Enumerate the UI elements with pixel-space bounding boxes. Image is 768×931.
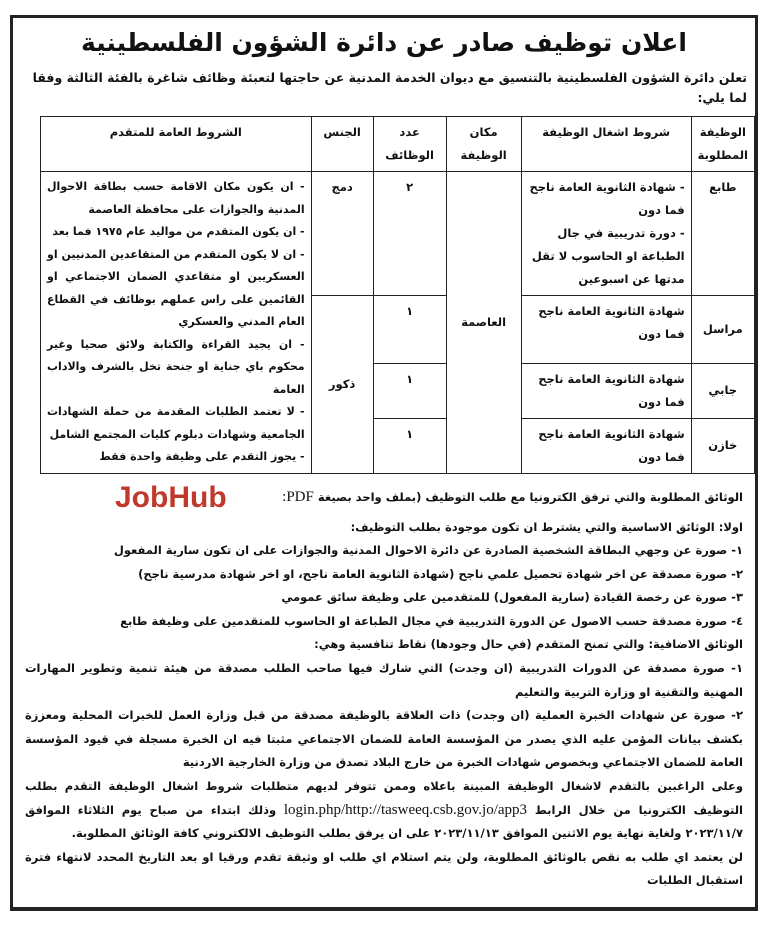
header-conditions: شروط اشغال الوظيفة — [521, 117, 691, 172]
condition: - شهادة الثانوية العامة ناجح فما دون — [529, 180, 685, 217]
apply-link[interactable]: login.php/http://tasweeq.csb.gov.jo/app3 — [283, 801, 528, 818]
document-frame — [10, 15, 758, 911]
basic-doc: ١- صورة عن وجهي البطاقة الشخصية الصادرة عن دائرة الاحوال المدنية والجوازات على ان تكون سارية المفعول — [113, 543, 743, 558]
page-title: اعلان توظيف صادر عن دائرة الشؤون الفلسطينية — [81, 28, 687, 57]
job-count: ٢ — [373, 172, 446, 296]
job-conditions: شهادة الثانوية العامة ناجح فما دون — [521, 418, 691, 473]
general-condition: - لا تعتمد الطلبات المقدمة من حملة الشهادات الجامعية وشهادات دبلوم كليات المجتمع الشامل — [47, 405, 305, 441]
basic-doc: ٢- صورة مصدقة عن اخر شهادة تحصيل علمي ناجح (شهادة الثانوية العامة ناجح، او اخر شهادة مدرسية ناجح) — [138, 566, 743, 581]
job-name: خازن — [691, 418, 754, 473]
apply-text-1: وعلى الراغبين بالتقدم لاشغال الوظيفة المبينة باعلاه وممن تتوفر لديهم متطلبات شروط اشغال الوظيفة التقدم بطلب التوظيف الكترونيا من خلال الرابط — [25, 779, 743, 817]
watermark-logo: JobHub — [115, 480, 227, 514]
job-location: العاصمة — [446, 172, 521, 474]
header-job: الوظيفة المطلوبة — [691, 117, 754, 172]
job-name: مراسل — [691, 296, 754, 364]
docs-intro-text: الوثائق المطلوبة والتي ترفق الكترونيا مع طلب التوظيف (بملف واحد بصيغة — [317, 489, 743, 504]
condition: - دورة تدريبية في جال الطباعة او الحاسوب لا تقل مدتها عن اسبوعين — [531, 226, 685, 286]
extra-heading: الوثائق الاضافية: والتي تمنح المتقدم (في حال وجودها) نقاط تنافسية وهي: — [314, 637, 743, 652]
jobs-table — [40, 116, 755, 474]
general-condition: - ان لا يكون المتقدم من المتقاعدين المدنيين او العسكريين او متقاعدي الضمان الاجتماعي او القائمين على راس عملهم بوظائف في القطاع العام المدني والعسكري — [47, 247, 305, 328]
docs-intro — [282, 486, 743, 510]
job-count: ١ — [373, 296, 446, 364]
job-conditions — [521, 172, 691, 296]
apply-text — [25, 775, 743, 846]
basic-doc: ٣- صورة عن رخصة القيادة (سارية المفعول) للمتقدمين على وظيفة سائق عمومي — [281, 590, 743, 605]
documents-section — [21, 480, 747, 894]
apply-text-2: وذلك ابتداء من صباح يوم الثلاثاء الموافق ٢٠٢٣/١١/٧ ولغاية نهاية يوم الاثنين — [25, 802, 743, 841]
job-gender: دمج — [311, 172, 373, 296]
extra-doc: ٢- صورة عن شهادات الخبرة العملية (ان وجدت) ذات العلاقة بالوظيفة مصدقة من قبل وزارة العمل للخبرات المحلية ومعززة بكشف بيانات المؤمن عليه الذي يصدر من المؤسسة العامة للضمان الاجتماعي مثبتا فيه ان الخبرة مسجلة في قيود المؤسسة العامة للضمان الاجتماعي وبخصوص شهادات الخبرة من خارج البلاد تصدق من وزارة الخارجية الاردنية — [25, 708, 743, 770]
job-gender: ذكور — [311, 296, 373, 474]
extra-doc: ١- صورة مصدقة عن الدورات التدريبية (ان وجدت) التي شارك فيها صاحب الطلب مصدقة من هيئة تنمية وتطوير المهارات المهنية والتقنية او وزارة التربية والتعليم — [25, 661, 743, 699]
job-count: ١ — [373, 418, 446, 473]
job-conditions: شهادة الثانوية العامة ناجح فما دون — [521, 296, 691, 364]
job-name: طابع — [691, 172, 754, 296]
table-row — [41, 172, 755, 296]
general-condition: - يجوز التقدم على وظيفة واحدة فقط — [99, 450, 305, 463]
basic-heading: اولا: الوثائق الاساسية والتي يشترط ان تكون موجودة بطلب التوظيف: — [350, 519, 743, 534]
closing-note: لن يعتمد اي طلب به نقص بالوثائق المطلوبة، ولن يتم استلام اي طلب او وثيقة تقدم ورقيا او بعد التاريخ المحدد لانتهاء فترة استقبال الطلبات — [25, 849, 743, 888]
intro-text: تعلن دائرة الشؤون الفلسطينية بالتنسيق مع ديوان الخدمة المدنية عن حاجتها لتعبئة وظائف شاغرة بالفئة الثالثة وفقا لما يلي: — [32, 70, 747, 105]
basic-doc: ٤- صورة مصدقة حسب الاصول عن الدورة التدريبية في مجال الطباعة او الحاسوب للمتقدمين على وظيفة طابع — [120, 613, 743, 628]
header-count: عدد الوظائف — [373, 117, 446, 172]
job-conditions: شهادة الثانوية العامة ناجح فما دون — [521, 363, 691, 418]
header-general: الشروط العامة للمتقدم — [41, 117, 312, 172]
general-condition: - ان يكون مكان الاقامة حسب بطاقة الاحوال المدنية والجوازات على محافظة العاصمة — [47, 180, 305, 216]
general-condition: - ان يجيد القراءة والكتابة ولائق صحيا وغير محكوم باي جناية او جنحة تخل بالشرف والاداب العامة — [47, 337, 305, 396]
docs-intro-row — [25, 480, 743, 516]
general-conditions — [41, 172, 312, 474]
apply-text-3: الموافق ٢٠٢٣/١١/١٣ على ان يرفق بطلب التوظيف الالكتروني كافة الوثائق المطلوبة. — [71, 826, 548, 841]
job-name: جابي — [691, 363, 754, 418]
general-condition: - ان يكون المتقدم من مواليد عام ١٩٧٥ فما بعد — [52, 225, 305, 238]
table-header-row — [41, 117, 755, 172]
header-location: مكان الوظيفة — [446, 117, 521, 172]
header-gender: الجنس — [311, 117, 373, 172]
job-count: ١ — [373, 363, 446, 418]
pdf-label: PDF: — [282, 488, 314, 505]
